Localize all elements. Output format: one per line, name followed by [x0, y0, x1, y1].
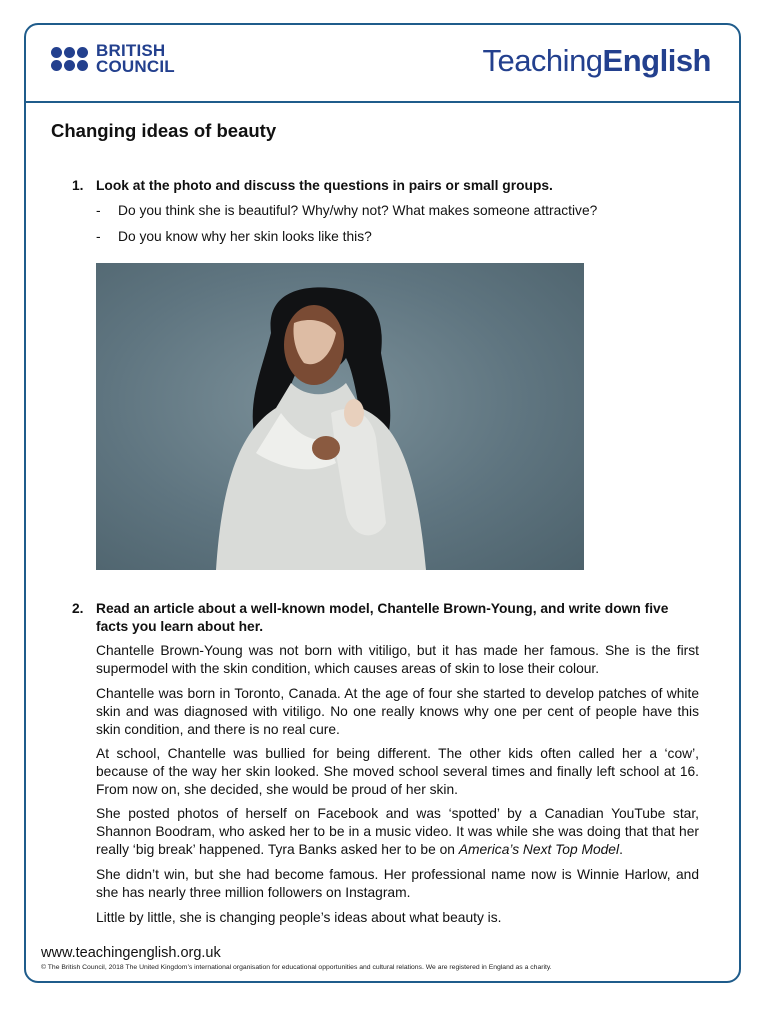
- article-paragraph: She didn’t win, but she had become famous. Her professional name now is Winnie Harlow, and she has nearly three million followers on Instagram.: [96, 867, 699, 900]
- article-text: .: [619, 842, 623, 857]
- te-logo-regular: Teaching: [482, 43, 603, 78]
- article-paragraph: At school, Chantelle was bullied for being different. The other kids often called her a ‘cow’, because of the way her skin looked. She moved school several times and finally left school at 16. From now on, she decided, she would be proud of her skin.: [96, 746, 699, 797]
- model-portrait-illustration: [96, 263, 584, 570]
- article-paragraph: Little by little, she is changing people’s ideas about what beauty is.: [96, 910, 502, 925]
- question-2-text: Read an article about a well-known model, Chantelle Brown-Young, and write down five facts you learn about her.: [96, 601, 669, 634]
- teaching-english-logo: [482, 43, 711, 79]
- question-2: [72, 600, 669, 634]
- article-paragraph: Chantelle Brown-Young was not born with vitiligo, but it has made her famous. She is the first supermodel with the skin condition, which causes areas of skin to lose their colour.: [96, 643, 699, 676]
- tv-show-title: America’s Next Top Model: [458, 842, 620, 857]
- question-1-bullet: - Do you know why her skin looks like this?: [96, 229, 372, 244]
- question-1: [72, 177, 553, 195]
- bc-logo-line1: BRITISH: [96, 41, 166, 60]
- article-paragraph: Chantelle was born in Toronto, Canada. At the age of four she started to develop patches of white skin and was diagnosed with vitiligo. No one really knows why one per cent of people have this skin condition, and there is no real cure.: [96, 686, 699, 737]
- te-logo-bold: English: [602, 43, 711, 78]
- british-council-logo: [51, 43, 175, 75]
- article-paragraph: [96, 805, 699, 859]
- question-2-number: 2.: [72, 601, 84, 616]
- bullet-text: Do you think she is beautiful? Why/why not? What makes someone attractive?: [118, 203, 598, 218]
- question-1-number: 1.: [72, 178, 84, 193]
- header-divider: [24, 101, 741, 103]
- article-text: She posted photos of herself on Facebook and was ‘spotted’ by a Canadian YouTube star, Shannon Boodram, who asked her to be in a music video. It was while she was doing that that her really ‘big break’ happened. Tyra Banks asked her to be on: [96, 806, 699, 857]
- model-photo: [96, 263, 584, 570]
- question-1-text: Look at the photo and discuss the questions in pairs or small groups.: [96, 178, 553, 193]
- british-council-dots-icon: [51, 47, 88, 71]
- question-1-bullet: - Do you think she is beautiful? Why/why not? What makes someone attractive?: [96, 203, 598, 218]
- bc-logo-line2: COUNCIL: [96, 57, 175, 76]
- footer-copyright: © The British Council, 2018 The United Kingdom’s international organisation for educational opportunities and cultural relations. We are registered in England as a charity.: [41, 964, 552, 971]
- page-title: Changing ideas of beauty: [51, 120, 277, 141]
- bullet-text: Do you know why her skin looks like this?: [118, 229, 372, 244]
- footer-website-link[interactable]: www.teachingenglish.org.uk: [41, 945, 221, 961]
